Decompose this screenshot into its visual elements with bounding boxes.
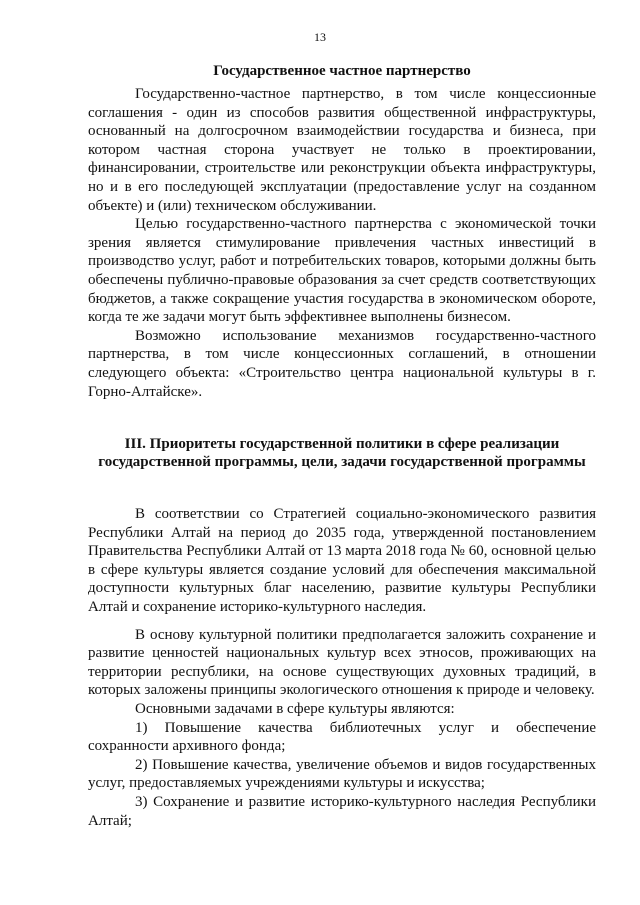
list-item-task-2: 2) Повышение качества, увеличение объемов и видов государственных услуг, предоставляемых учреждениями культуры и искусства; xyxy=(88,756,596,792)
paragraph-tasks-intro: Основными задачами в сфере культуры являются: xyxy=(135,701,455,718)
paragraph-ppp-goal: Целью государственно-частного партнерства с экономической точки зрения является стимулирование привлечения частных инвестиций в производство услуг, работ и потребительских товаров, которыми должны быть обеспечены публично-правовые образования за счет средств соответствующих бюджетов, а также сокращение участия государства в экономическом обороте, когда те же задачи могут быть эффективнее выполнены бизнесом. xyxy=(88,216,596,326)
list-item-task-3: 3) Сохранение и развитие историко-культурного наследия Республики Алтай; xyxy=(88,794,596,829)
section-heading-ppp: Государственное частное партнерство xyxy=(213,63,471,79)
section-heading-priorities: III. Приоритеты государственной политики в сфере реализации государственной программы, цели, задачи государственной программы xyxy=(98,436,586,471)
paragraph-strategy: В соответствии со Стратегией социально-экономического развития Республики Алтай на период до 2035 года, утвержденной постановлением Правительства Республики Алтай от 13 марта 2018 года № 60, основной целью в сфере культуры является создание условий для обеспечения максимальной доступности культурных благ населению, развитие культуры Республики Алтай и сохранение историко-культурного наследия. xyxy=(88,506,596,616)
paragraph-ppp-definition: Государственно-частное партнерство, в том числе концессионные соглашения - один из способов развития общественной инфраструктуры, основанный на долгосрочном взаимодействии государства и бизнеса, при котором частная сторона участвует не только в проектировании, финансировании, строительстве или реконструкции объекта инфраструктуры, но и в его последующей эксплуатации (предоставление услуг на созданном объекте) и (или) техническом обслуживании. xyxy=(88,86,596,214)
paragraph-ppp-object: Возможно использование механизмов государственно-частного партнерства, в том числе концессионных соглашений, в отношении следующего объекта: «Строительство центра национальной культуры в г. Горно-Алтайске». xyxy=(88,327,596,400)
document-body xyxy=(88,62,596,830)
list-item-task-1: 1) Повышение качества библиотечных услуг и обеспечение сохранности архивного фонда; xyxy=(88,719,596,755)
paragraph-cultural-policy: В основу культурной политики предполагается заложить сохранение и развитие ценностей национальных культур всех этносов, проживающих на территории республики, на основе существующих духовных традиций, в которых заложены принципы экологического отношения к природе и человеку. xyxy=(88,626,596,699)
page-number: 13 xyxy=(314,30,326,44)
